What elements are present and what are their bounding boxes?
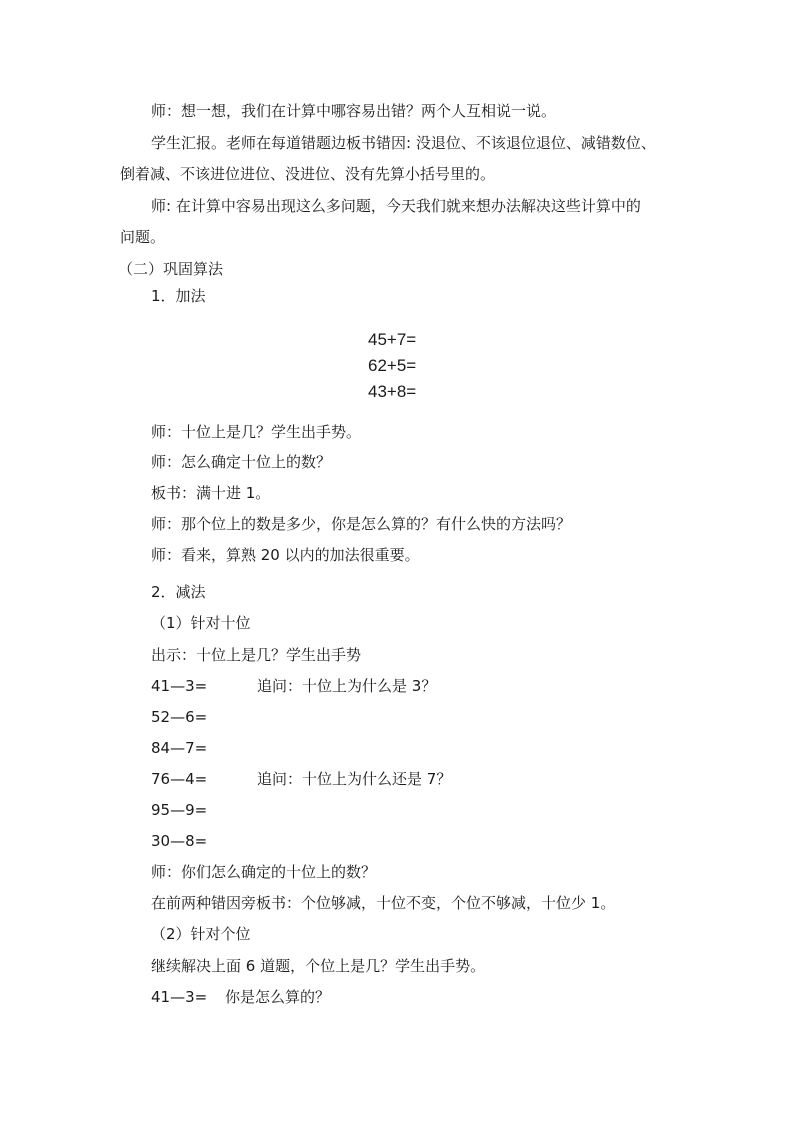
tens-intro: 出示：十位上是几？学生出手势 (151, 646, 362, 664)
part-heading-tens: （1）针对十位 (151, 614, 251, 632)
addition-dialogue-line: 师：那个位上的数是多少，你是怎么算的？有什么快的方法吗？ (151, 515, 572, 533)
addition-dialogue-line: 师：十位上是几？学生出手势。 (151, 423, 362, 441)
addition-equation: 62+5= (368, 356, 417, 375)
paragraph-teacher-intro-line1: 师: 在计算中容易出现这么多问题，今天我们就来想办法解决这些计算中的 (151, 197, 641, 215)
follow-up-question: 你是怎么算的？ (225, 988, 331, 1006)
subsection-heading-subtraction: 2．减法 (151, 583, 206, 601)
addition-equation: 45+7= (368, 330, 417, 349)
paragraph-teacher-intro-line2: 问题。 (120, 228, 166, 246)
paragraph-student-report-line1: 学生汇报。老师在每道错题边板书错因: 没退位、不该退位退位、减错数位、 (151, 134, 656, 152)
addition-equation: 43+8= (368, 382, 417, 401)
subtraction-equation: 30—8= (151, 832, 208, 850)
ones-intro: 继续解决上面 6 道题，个位上是几？学生出手势。 (151, 957, 486, 975)
part-heading-ones: （2）针对个位 (151, 925, 251, 943)
addition-dialogue-line: 师：看来，算熟 20 以内的加法很重要。 (151, 546, 420, 564)
subtraction-equation: 95—9= (151, 801, 208, 819)
paragraph-student-report-line2: 倒着减、不该进位进位、没进位、没有先算小括号里的。 (120, 165, 496, 183)
subtraction-equation: 41—3= (151, 677, 208, 695)
subtraction-equation: 76—4= (151, 770, 208, 788)
addition-dialogue-line: 板书：满十进 1。 (151, 484, 271, 502)
follow-up-question: 追问：十位上为什么还是 7？ (257, 770, 452, 788)
paragraph-teacher-question: 师：想一想，我们在计算中哪容易出错？两个人互相说一说。 (151, 102, 557, 120)
subsection-heading-addition: 1．加法 (151, 287, 206, 305)
section-heading-consolidate: （二）巩固算法 (118, 260, 224, 278)
tens-board-note: 在前两种错因旁板书：个位够减，十位不变，个位不够减，十位少 1。 (151, 894, 616, 912)
subtraction-equation: 41—3= (151, 988, 208, 1006)
subtraction-equation: 52—6= (151, 708, 208, 726)
follow-up-question: 追问：十位上为什么是 3？ (257, 677, 437, 695)
addition-dialogue-line: 师：怎么确定十位上的数？ (151, 453, 332, 471)
tens-question: 师：你们怎么确定的十位上的数？ (151, 863, 377, 881)
subtraction-equation: 84—7= (151, 739, 208, 757)
